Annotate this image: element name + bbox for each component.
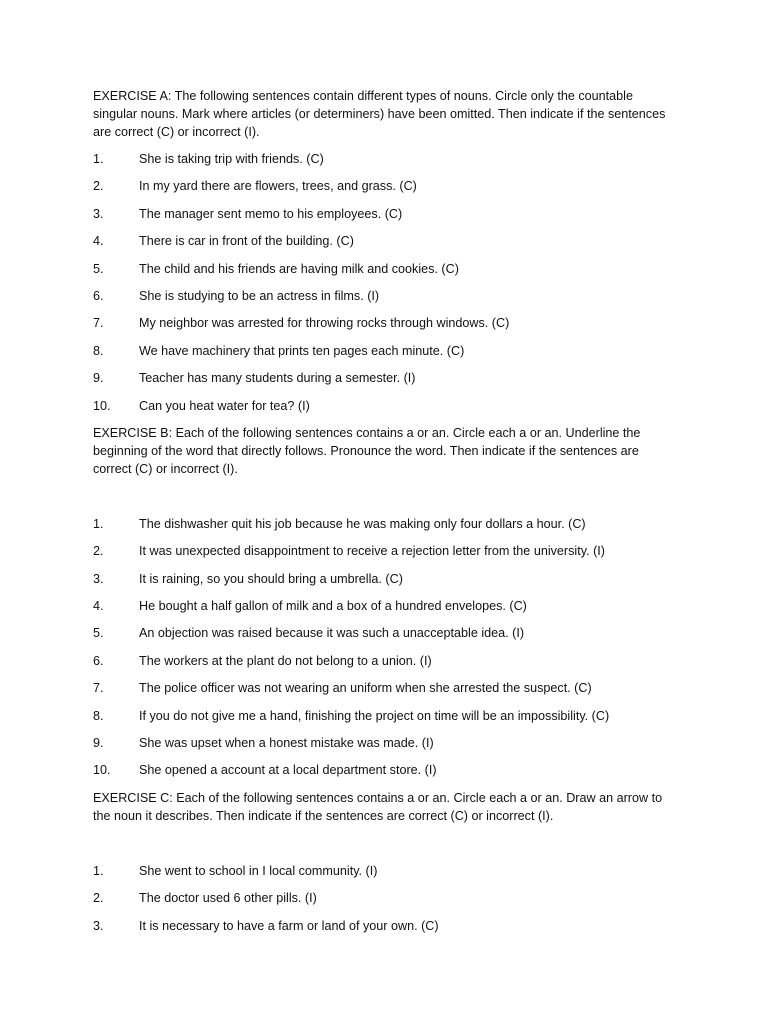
item-text: She is taking trip with friends. (C) xyxy=(139,152,324,166)
item-number: 4. xyxy=(93,234,104,249)
item-text: The manager sent memo to his employees. (C) xyxy=(139,206,403,221)
item-number: 8. xyxy=(93,708,104,723)
item-text: It is raining, so you should bring a umbrella. (C) xyxy=(139,571,403,586)
item-text: We have machinery that prints ten pages each minute. (C) xyxy=(139,343,465,358)
item-number: 3. xyxy=(93,571,104,586)
item-number: 2. xyxy=(93,891,104,906)
item-text: The police officer was not wearing an uniform when she arrested the suspect. (C) xyxy=(139,681,592,696)
item-text: It is necessary to have a farm or land of your own. (C) xyxy=(139,918,439,933)
list-item xyxy=(93,889,673,907)
item-number: 2. xyxy=(93,179,104,194)
item-text: There is car in front of the building. (C) xyxy=(139,234,354,249)
list-item xyxy=(93,260,673,278)
list-item xyxy=(93,314,673,332)
exercise-c-list xyxy=(93,862,673,935)
item-text: The dishwasher quit his job because he was making only four dollars a hour. (C) xyxy=(139,516,586,531)
item-text: If you do not give me a hand, finishing the project on time will be an impossibility. (C) xyxy=(139,708,610,723)
list-item xyxy=(93,287,673,305)
item-number: 6. xyxy=(93,288,104,303)
list-item xyxy=(93,862,673,880)
list-item xyxy=(93,232,673,250)
item-text: She was upset when a honest mistake was made. (I) xyxy=(139,736,434,751)
item-text: She opened a account at a local department store. (I) xyxy=(139,763,437,778)
exercise-a-instructions: EXERCISE A: The following sentences contain different types of nouns. Circle only the countable singular nouns. Mark where articles (or determiners) have been omitted. Then indicate if the sentences are correct (C) or incorrect (I). xyxy=(93,89,666,139)
list-item xyxy=(93,707,673,725)
item-number: 4. xyxy=(93,599,104,614)
list-item xyxy=(93,652,673,670)
item-number: 3. xyxy=(93,918,104,933)
item-number: 1. xyxy=(93,152,104,166)
item-number: 6. xyxy=(93,653,104,668)
item-text: In my yard there are flowers, trees, and grass. (C) xyxy=(139,179,417,194)
list-item xyxy=(93,570,673,588)
item-number: 8. xyxy=(93,343,104,358)
item-text: She went to school in I local community. (I) xyxy=(139,863,378,878)
list-item xyxy=(93,150,673,168)
item-text: An objection was raised because it was such a unacceptable idea. (I) xyxy=(139,626,525,641)
list-item xyxy=(93,342,673,360)
list-item xyxy=(93,542,673,560)
item-text: My neighbor was arrested for throwing rocks through windows. (C) xyxy=(139,316,510,331)
exercise-b-list xyxy=(93,515,673,780)
item-number: 5. xyxy=(93,261,104,276)
item-number: 7. xyxy=(93,681,104,696)
item-text: The doctor used 6 other pills. (I) xyxy=(139,891,317,906)
item-text: The workers at the plant do not belong to a union. (I) xyxy=(139,653,432,668)
exercise-c-instructions: EXERCISE C: Each of the following sentences contains a or an. Circle each a or an. Draw an arrow to the noun it describes. Then indicate if the sentences are correct (C) or incorrect (I). xyxy=(93,790,663,823)
item-number: 3. xyxy=(93,206,104,221)
worksheet xyxy=(93,87,673,944)
list-item xyxy=(93,679,673,697)
item-number: 9. xyxy=(93,371,104,386)
item-text: He bought a half gallon of milk and a box of a hundred envelopes. (C) xyxy=(139,599,527,614)
item-text: She is studying to be an actress in films. (I) xyxy=(139,288,380,303)
exercise-b-instructions: EXERCISE B: Each of the following sentences contains a or an. Circle each a or an. Underline the beginning of the word that directly follows. Pronounce the word. Then indicate if the sentences are correct (C) or incorrect (I). xyxy=(93,425,641,476)
item-text: It was unexpected disappointment to receive a rejection letter from the university. (I) xyxy=(139,544,605,559)
list-item xyxy=(93,597,673,615)
item-number: 1. xyxy=(93,516,104,531)
list-item xyxy=(93,734,673,752)
list-item xyxy=(93,397,673,415)
item-number: 10. xyxy=(93,398,111,413)
item-text: Can you heat water for tea? (I) xyxy=(139,398,310,413)
list-item xyxy=(93,515,673,533)
item-text: Teacher has many students during a semester. (I) xyxy=(139,371,416,386)
item-number: 2. xyxy=(93,544,104,559)
item-number: 9. xyxy=(93,736,104,751)
item-number: 7. xyxy=(93,316,104,331)
list-item xyxy=(93,761,673,779)
spacer xyxy=(93,487,673,515)
exercise-a-list xyxy=(93,150,673,415)
item-number: 10. xyxy=(93,763,111,778)
spacer xyxy=(93,834,673,862)
list-item xyxy=(93,624,673,642)
item-number: 1. xyxy=(93,863,104,878)
item-number: 5. xyxy=(93,626,104,641)
list-item xyxy=(93,917,673,935)
item-text: The child and his friends are having milk and cookies. (C) xyxy=(139,261,459,276)
list-item xyxy=(93,369,673,387)
list-item xyxy=(93,205,673,223)
list-item xyxy=(93,177,673,195)
